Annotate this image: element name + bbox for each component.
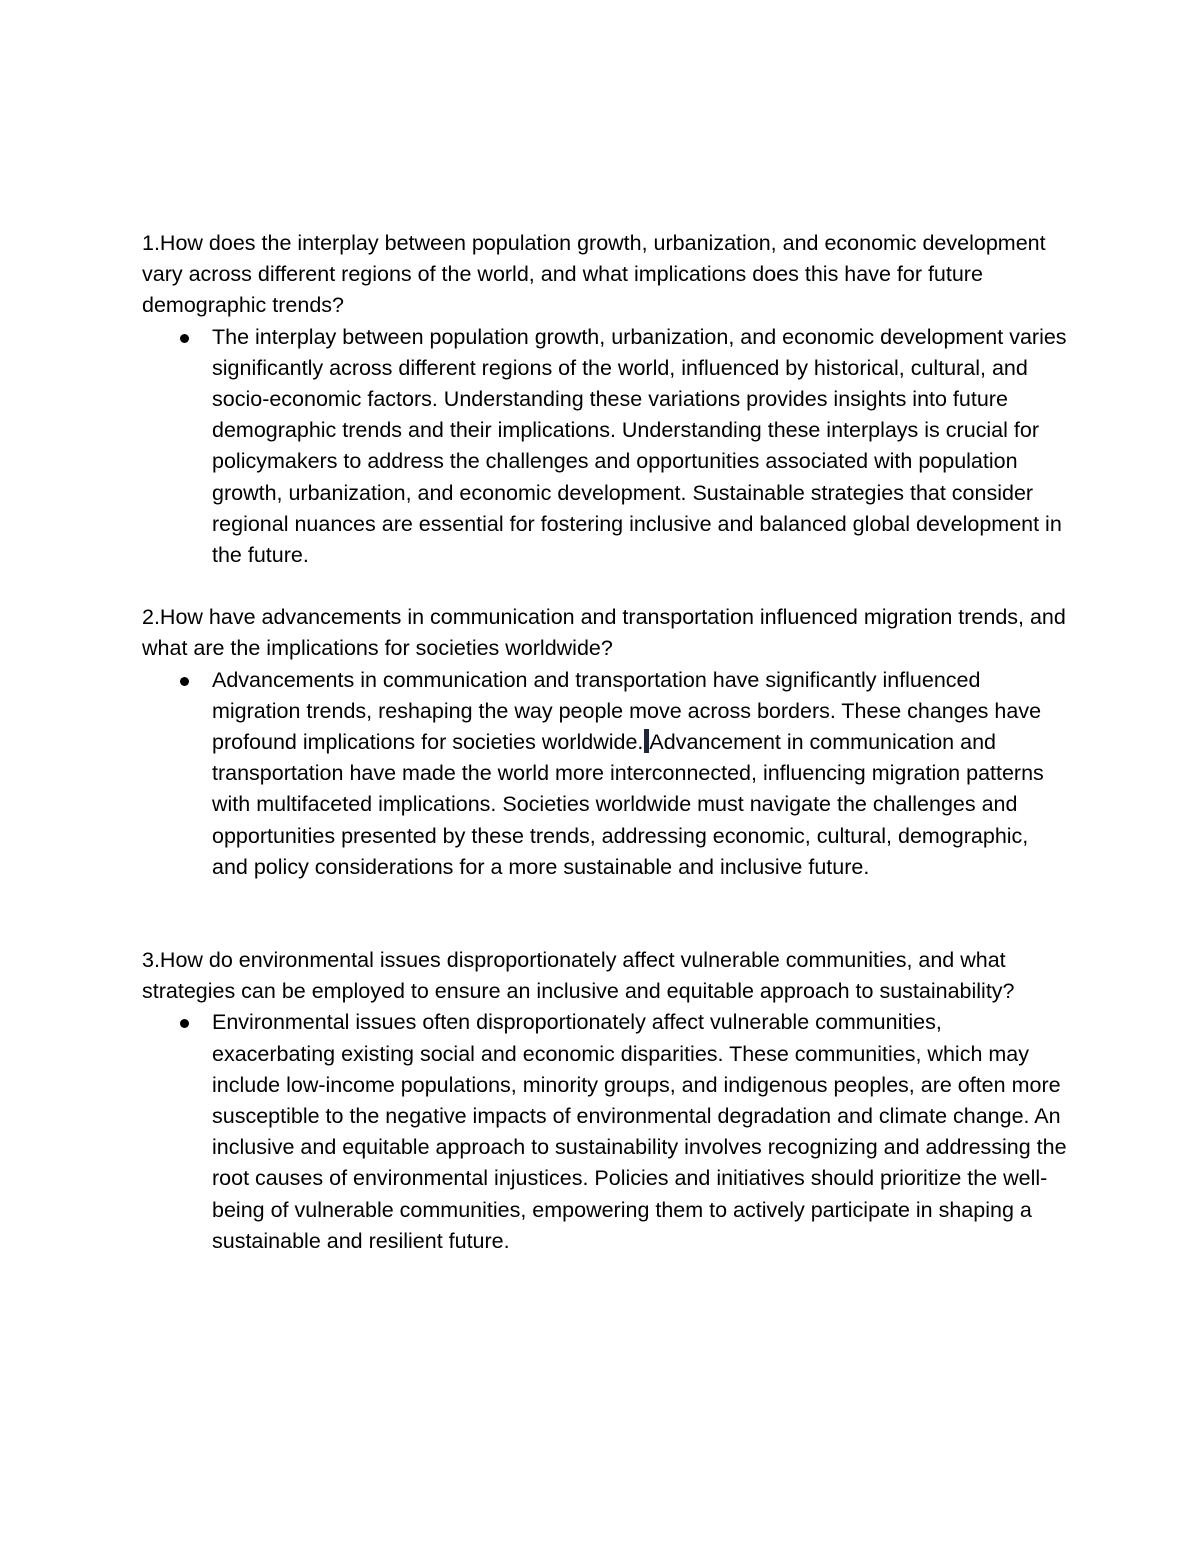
- answer-list-2: [142, 665, 1067, 883]
- answer-3-text: Environmental issues often disproportionately affect vulnerable communities, exacerbating existing social and economic disparities. These communities, which may include low-income populations, minority groups, and indigenous peoples, are often more susceptible to the negative impacts of environmental degradation and climate change. An inclusive and equitable approach to sustainability involves recognizing and addressing the root causes of environmental injustices. Policies and initiatives should prioritize the well-being of vulnerable communities, empowering them to actively participate in shaping a sustainable and resilient future.: [212, 1010, 1067, 1253]
- document-body[interactable]: [142, 228, 1067, 1257]
- bullet-icon: [180, 677, 189, 686]
- answer-2: [142, 665, 1067, 883]
- question-1: 1.How does the interplay between population growth, urbanization, and economic development vary across different regions of the world, and what implications does this have for future demographic trends?: [142, 231, 1046, 318]
- answer-3: [142, 1007, 1067, 1257]
- answer-2-text-part-2: Advancement in communication and transportation have made the world more interconnected, influencing migration patterns with multifaceted implications. Societies worldwide must navigate the challenges and opportunities presented by these trends, addressing economic, cultural, demographic, and policy considerations for a more sustainable and inclusive future.: [212, 730, 1044, 879]
- answer-2-text-part-1: Advancements in communication and transportation have significantly influenced migration trends, reshaping the way people move across borders. These changes have profound implications for societies worldwide.: [212, 667, 1042, 755]
- answer-list-1: [142, 322, 1067, 572]
- answer-list-3: [142, 1007, 1067, 1257]
- answer-1-text: The interplay between population growth, urbanization, and economic development varies significantly across different regions of the world, influenced by historical, cultural, and socio-economic factors. Understanding these variations provides insights into future demographic trends and their implications. Understanding these interplays is crucial for policymakers to address the challenges and opportunities associated with population growth, urbanization, and economic development. Sustainable strategies that consider regional nuances are essential for fostering inclusive and balanced global development in the future.: [212, 324, 1067, 568]
- answer-1: [142, 322, 1067, 572]
- bullet-icon: [180, 334, 189, 343]
- bullet-icon: [180, 1019, 189, 1028]
- blank-line: [142, 571, 1067, 602]
- blank-lines: [142, 883, 1067, 945]
- question-3: 3.How do environmental issues disproportionately affect vulnerable communities, and what strategies can be employed to ensure an inclusive and equitable approach to sustainability?: [142, 948, 1015, 1004]
- question-2: 2.How have advancements in communication and transportation influenced migration trends, and what are the implications for societies worldwide?: [142, 605, 1066, 661]
